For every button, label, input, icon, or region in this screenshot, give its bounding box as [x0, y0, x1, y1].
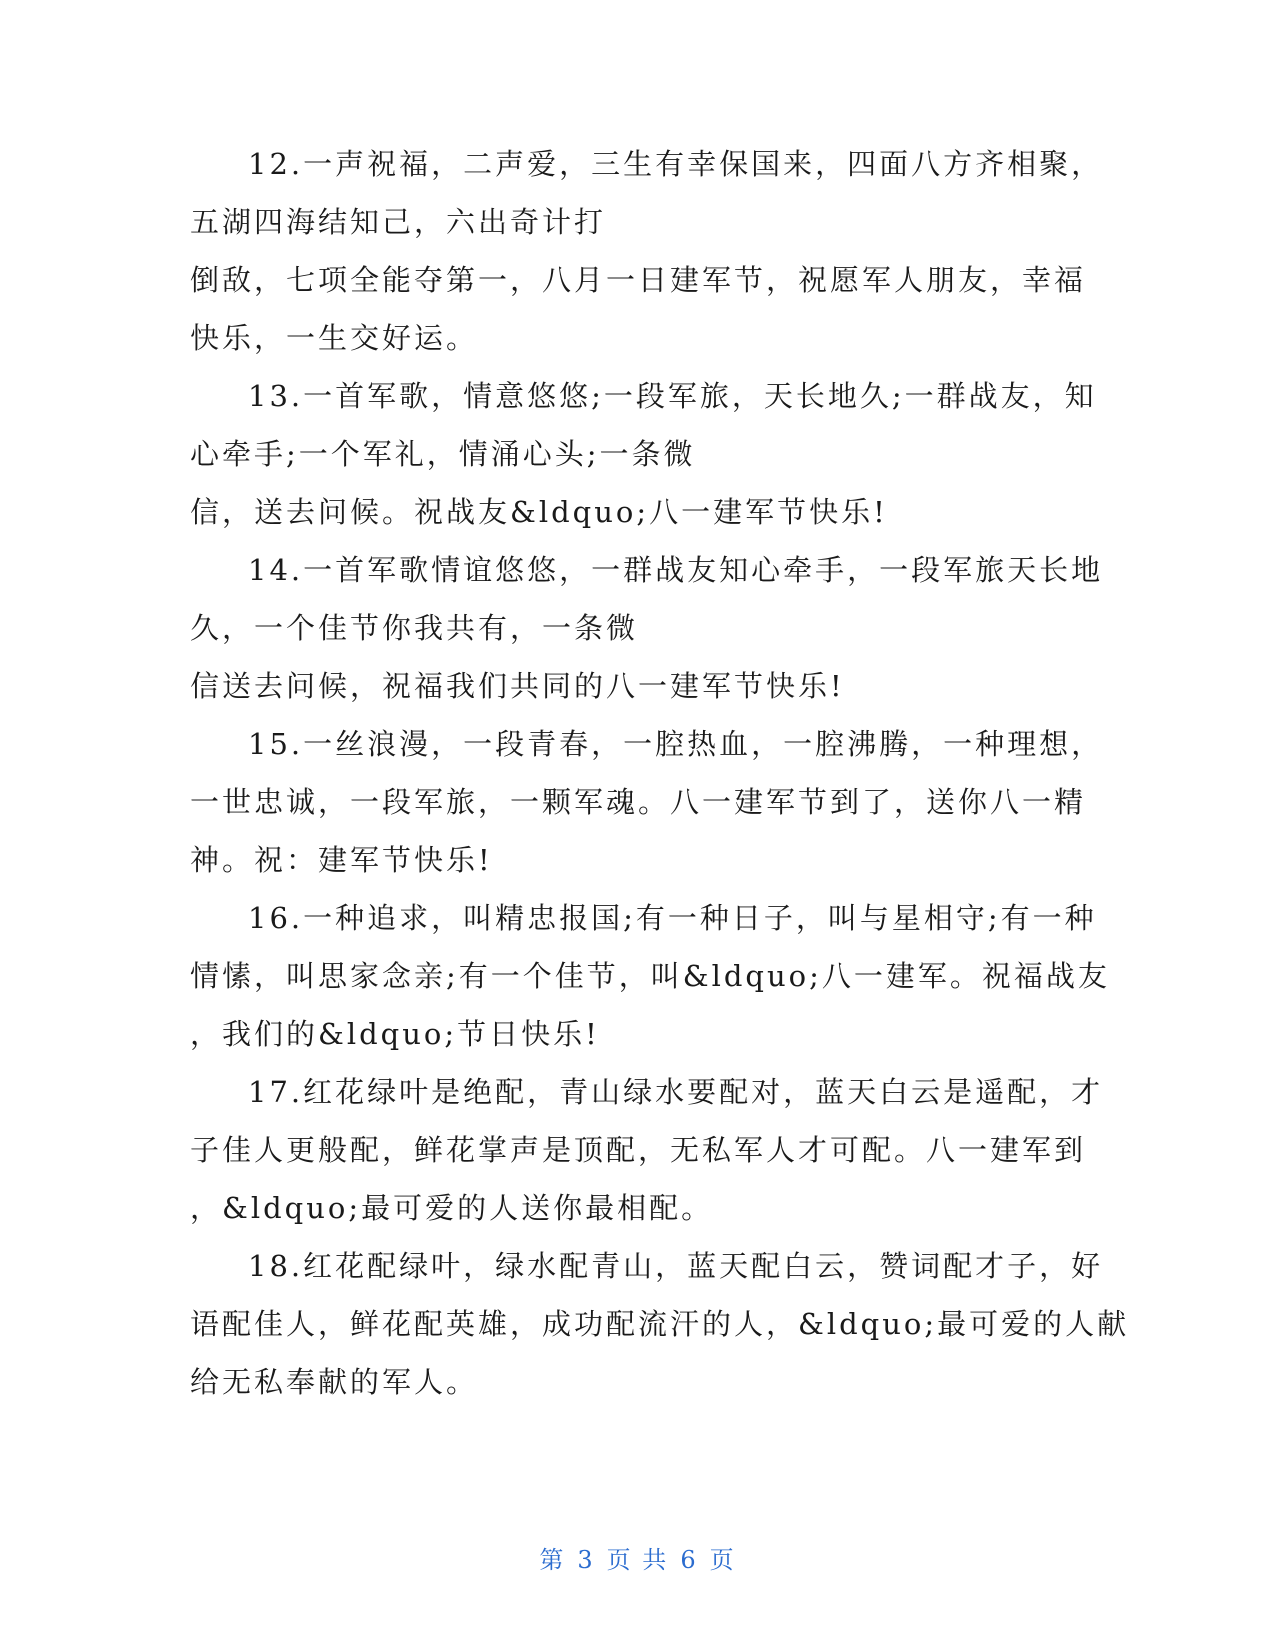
paragraph-14-line-1: 14.一首军歌情谊悠悠，一群战友知心牵手，一段军旅天长地: [248, 553, 1104, 587]
footer-current-page: 3: [577, 1546, 595, 1574]
paragraph-18-line-3: 给无私奉献的军人。: [190, 1365, 479, 1399]
paragraph-13-line-3: 信，送去问候。祝战友&ldquo;八一建军节快乐!: [190, 495, 888, 529]
paragraph-15-line-1: 15.一丝浪漫，一段青春，一腔热血，一腔沸腾，一种理想，: [248, 727, 1104, 761]
paragraph-16-line-3: ，我们的&ldquo;节日快乐!: [190, 1017, 600, 1051]
paragraph-15-line-2: 一世忠诚，一段军旅，一颗军魂。八一建军节到了，送你八一精: [190, 785, 1087, 819]
page-number-footer: [0, 1540, 1275, 1575]
footer-suffix: 页: [709, 1546, 736, 1574]
paragraph-16-line-2: 情愫，叫思家念亲;有一个佳节，叫&ldquo;八一建军。祝福战友: [190, 959, 1110, 993]
paragraph-13-line-2: 心牵手;一个军礼，情涌心头;一条微: [190, 437, 696, 471]
paragraph-15-line-3: 神。祝：建军节快乐!: [190, 843, 493, 877]
paragraph-18-line-2: 语配佳人，鲜花配英雄，成功配流汗的人，&ldquo;最可爱的人献: [190, 1307, 1130, 1341]
footer-middle: 页 共: [606, 1546, 669, 1574]
paragraph-18-line-1: 18.红花配绿叶，绿水配青山，蓝天配白云，赞词配才子，好: [248, 1249, 1104, 1283]
footer-total-pages: 6: [680, 1546, 698, 1574]
paragraph-16-line-1: 16.一种追求，叫精忠报国;有一种日子，叫与星相守;有一种: [248, 901, 1097, 935]
paragraph-17-line-2: 子佳人更般配，鲜花掌声是顶配，无私军人才可配。八一建军到: [190, 1133, 1087, 1167]
paragraph-12-line-2: 五湖四海结知己，六出奇计打: [190, 205, 607, 239]
paragraph-17-line-3: ，&ldquo;最可爱的人送你最相配。: [190, 1191, 714, 1225]
paragraph-13-line-1: 13.一首军歌，情意悠悠;一段军旅，天长地久;一群战友，知: [248, 379, 1097, 413]
paragraph-12-line-1: 12.一声祝福，二声爱，三生有幸保国来，四面八方齐相聚，: [248, 147, 1104, 181]
paragraph-17-line-1: 17.红花绿叶是绝配，青山绿水要配对，蓝天白云是遥配，才: [248, 1075, 1104, 1109]
paragraph-12-line-3: 倒敌，七项全能夺第一，八月一日建军节，祝愿军人朋友，幸福: [190, 263, 1087, 297]
footer-prefix: 第: [539, 1546, 566, 1574]
paragraph-12-line-4: 快乐，一生交好运。: [190, 321, 479, 355]
paragraph-14-line-3: 信送去问候，祝福我们共同的八一建军节快乐!: [190, 669, 845, 703]
paragraph-14-line-2: 久，一个佳节你我共有，一条微: [190, 611, 639, 645]
